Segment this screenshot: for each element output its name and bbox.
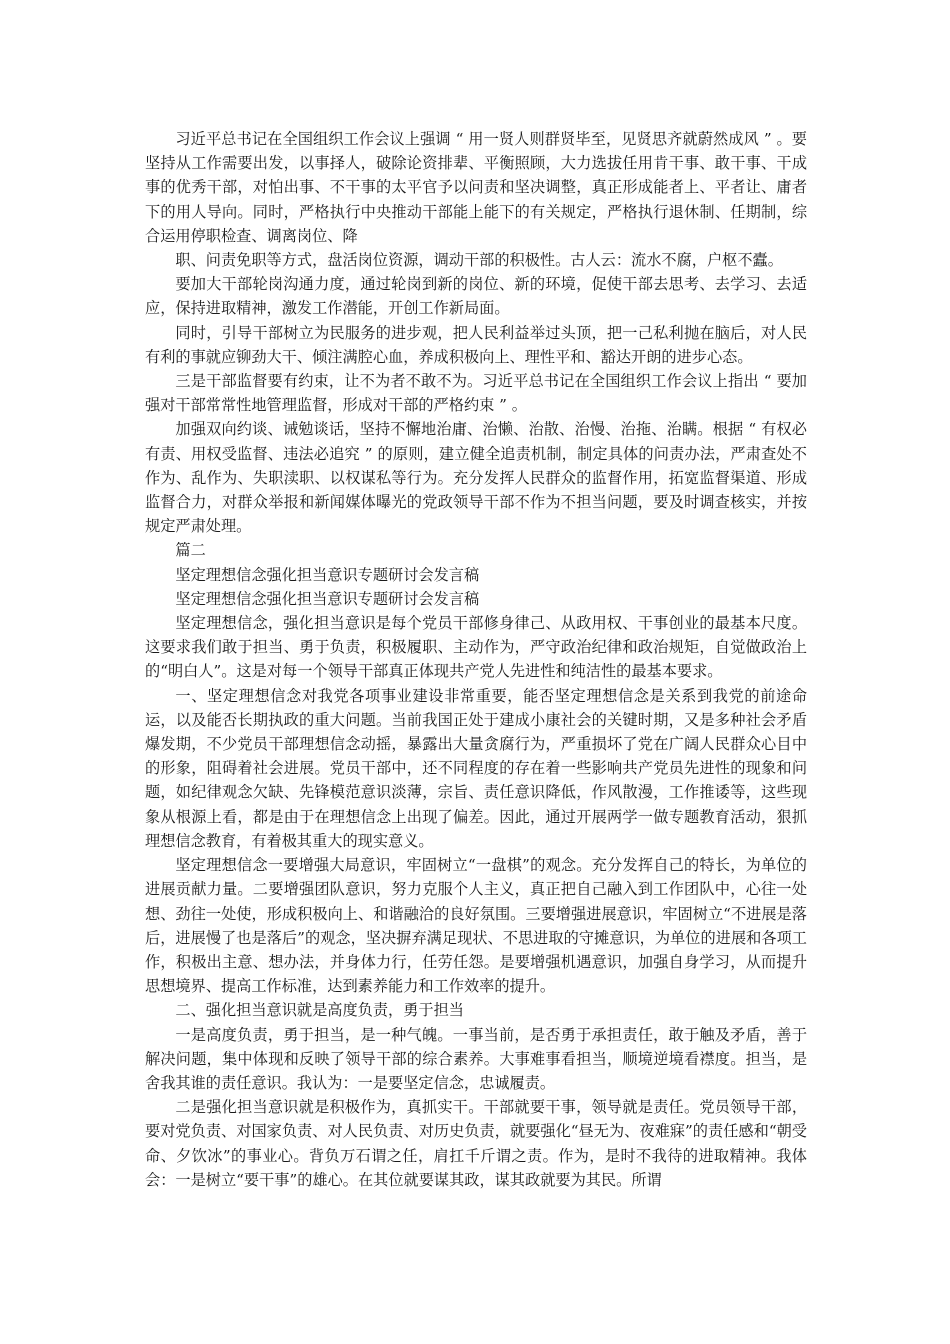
paragraph: 三是干部监督要有约束，让不为者不敢不为。习近平总书记在全国组织工作会议上指出 “ 要加强对干部常常性地管理监督，形成对干部的严格约束 ” 。: [145, 372, 807, 415]
section-heading: 二、强化担当意识就是高度负责，勇于担当: [175, 1001, 464, 1020]
document-title: 坚定理想信念强化担当意识专题研讨会发言稿: [175, 565, 480, 584]
paragraph: 坚定理想信念，强化担当意识是每个党员干部修身律己、从政用权、干事创业的最基本尺度。这要求我们敢于担当、勇于负责，积极履职、主动作为，严守政治纪律和政治规矩，自觉做政治上的“明白人”。这是对每一个领导干部真正体现共产党人先进性和纯洁性的最基本要求。: [145, 614, 807, 681]
section-label: 篇二: [175, 541, 206, 560]
document-body: [145, 127, 807, 1192]
paragraph: 坚定理想信念一要增强大局意识，牢固树立“一盘棋”的观念。充分发挥自己的特长，为单位的进展贡献力量。二要增强团队意识，努力克服个人主义，真正把自己融入到工作团队中，心往一处想、劲往一处使，形成积极向上、和谐融洽的良好氛围。三要增强进展意识，牢固树立“不进展是落后，进展慢了也是落后”的观念，坚决摒弃满足现状、不思进取的守摊意识，为单位的进展和各项工作，积极出主意、想办法，并身体力行，任劳任怨。是要增强机遇意识，加强自身学习，从而提升思想境界、提高工作标准，达到素养能力和工作效率的提升。: [145, 856, 807, 996]
paragraph: 一是高度负责，勇于担当，是一种气魄。一事当前，是否勇于承担责任，敢于触及矛盾，善于解决问题，集中体现和反映了领导干部的综合素养。大事难事看担当，顺境逆境看襟度。担当，是舍我其谁的责任意识。我认为：一是要坚定信念，忠诚履责。: [145, 1025, 807, 1092]
paragraph: 要加大干部轮岗沟通力度，通过轮岗到新的岗位、新的环境，促使干部去思考、去学习、去适应，保持进取精神，激发工作潜能，开创工作新局面。: [145, 275, 807, 318]
paragraph: 加强双向约谈、诫勉谈话，坚持不懈地治庸、治懒、治散、治慢、治拖、治瞒。根据 “ 有权必有责、用权受监督、违法必追究 ” 的原则，建立健全追责机制，制定具体的问责办法，严肃查处不作为、乱作为、失职渎职、以权谋私等行为。充分发挥人民群众的监督作用，拓宽监督渠道、形成监督合力，对群众举报和新闻媒体曝光的党政领导干部不作为不担当问题，要及时调查核实，并按规定严肃处理。: [145, 420, 807, 536]
paragraph: 习近平总书记在全国组织工作会议上强调 “ 用一贤人则群贤毕至，见贤思齐就蔚然成风 ” 。要坚持从工作需要出发，以事择人，破除论资排辈、平衡照顾，大力选拔任用肯干事、敢干事、干成事的优秀干部，对怕出事、不干事的太平官予以问责和坚决调整，真正形成能者上、平者让、庸者下的用人导向。同时，严格执行中央推动干部能上能下的有关规定，严格执行退休制、任期制，综合运用停职检查、调离岗位、降: [145, 130, 807, 245]
paragraph: 二是强化担当意识就是积极作为，真抓实干。干部就要干事，领导就是责任。党员领导干部，要对党负责、对国家负责、对人民负责、对历史负责，就要强化“昼无为、夜难寐”的责任感和“朝受命、夕饮冰”的事业心。背负万石谓之任，肩扛千斤谓之责。作为，是时不我待的进取精神。我体会：一是树立“要干事”的雄心。在其位就要谋其政，谋其政就要为其民。所谓: [145, 1098, 807, 1189]
paragraph: 同时，引导干部树立为民服务的进步观，把人民利益举过头顶，把一己私利抛在脑后，对人民有利的事就应铆劲大干、倾注满腔心血，养成积极向上、理性平和、豁达开朗的进步心态。: [145, 323, 807, 366]
paragraph: 职、问责免职等方式，盘活岗位资源，调动干部的积极性。古人云：流水不腐，户枢不蠹。: [175, 251, 783, 270]
paragraph: 一、坚定理想信念对我党各项事业建设非常重要，能否坚定理想信念是关系到我党的前途命运，以及能否长期执政的重大问题。当前我国正处于建成小康社会的关键时期，又是多种社会矛盾爆发期，不少党员干部理想信念动摇，暴露出大量贪腐行为，严重损坏了党在广阔人民群众心目中的形象，阻碍着社会进展。党员干部中，还不同程度的存在着一些影响共产党员先进性的现象和问题，如纪律观念欠缺、先锋模范意识淡薄，宗旨、责任意识降低，作风散漫，工作推诿等，这些现象从根源上看，都是由于在理想信念上出现了偏差。因此，通过开展两学一做专题教育活动，狠抓理想信念教育，有着极其重大的现实意义。: [145, 686, 807, 850]
document-title-repeat: 坚定理想信念强化担当意识专题研讨会发言稿: [175, 589, 480, 608]
